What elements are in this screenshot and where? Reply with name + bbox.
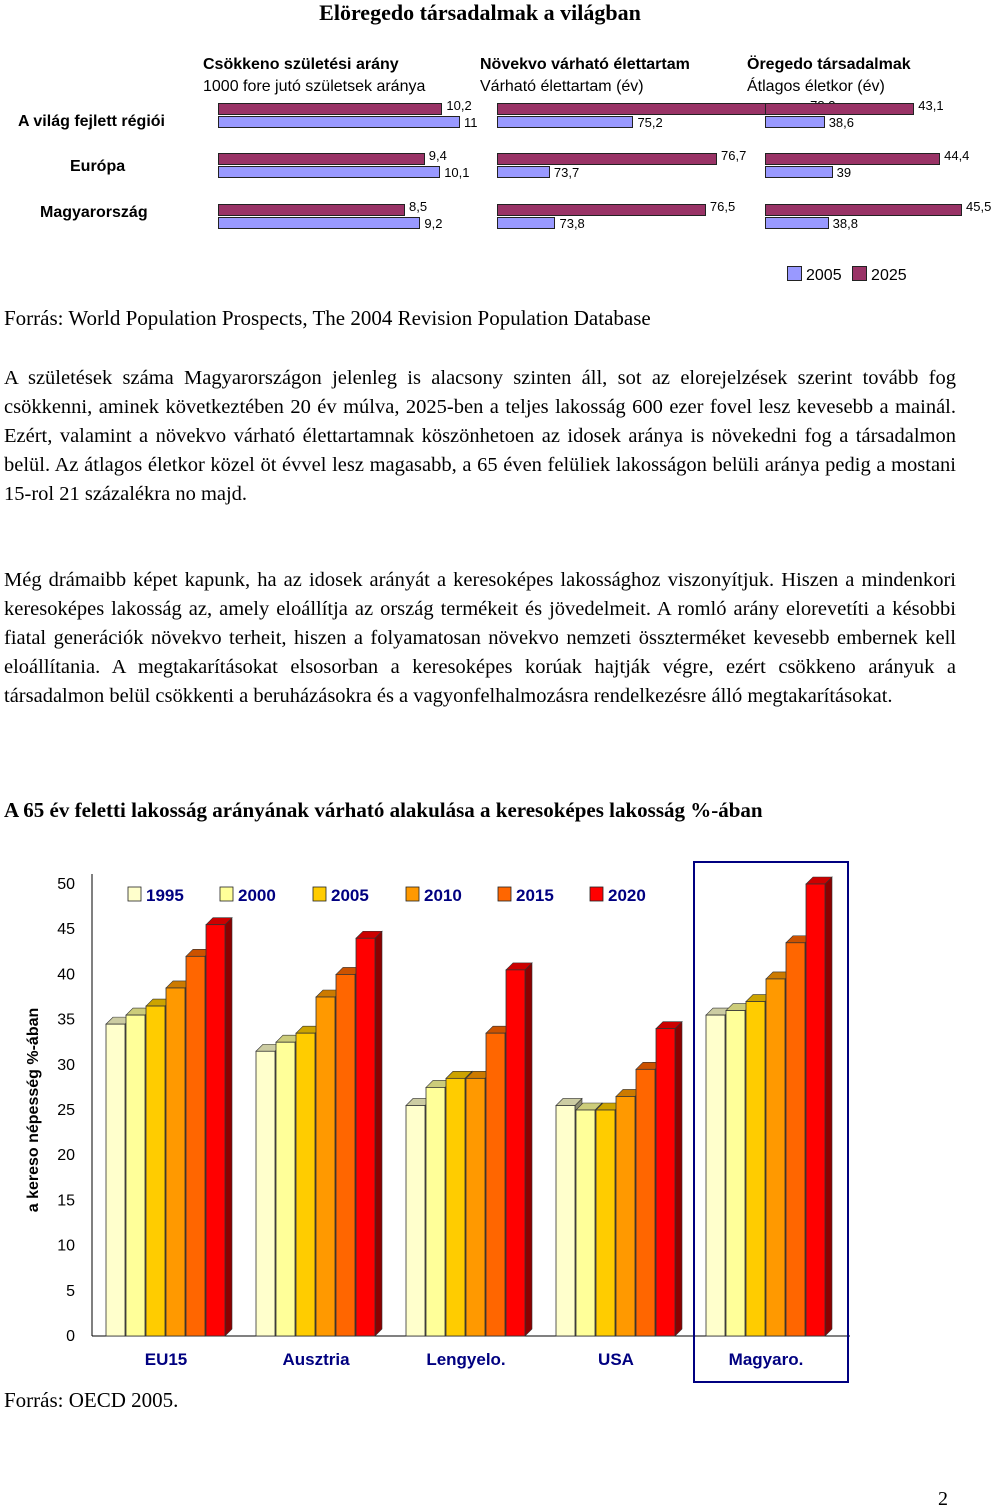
bar-2010-0 [166, 988, 185, 1336]
bar-2005-row0-group1 [497, 116, 633, 128]
value-label-2025-row2-group2: 45,5 [966, 199, 991, 214]
row-label-hungary: Magyarország [40, 204, 148, 221]
value-label-2005-row0-group1: 75,2 [637, 115, 663, 130]
value-label-2005-row0-group0: 11 [464, 115, 478, 130]
bar-2025-row0-group2 [765, 103, 914, 115]
row-label-europe: Európa [70, 158, 126, 175]
x-category-label: Magyaro. [728, 1350, 804, 1369]
value-label-2025-row1-group1: 76,7 [721, 148, 747, 163]
value-label-2005-row2-group1: 73,8 [559, 216, 585, 231]
bar-2010-2 [466, 1078, 485, 1336]
legend-swatch-2015 [498, 887, 511, 901]
paragraph-working-age: Még drámaibb képet kapunk, ha az idosek arányát a keresoképes lakossághoz viszonyítjuk. Hiszen a mindenkori keresoképes lakosság az, amely eloállítja az ország termékeit és jövedelmeit. A romló arány elorevetíti a késobbi fiatal generációk növekvo terheit, hiszen a folyamatosan növekvo nemzeti összterméket kevesebb embernek kell eloállítania. A megtakarításokat elsosorban a keresoképes korúak hajtják végre, ezért csökkeno arányuk a társadalmon belül csökkenti a beruházásokra és a vagyonfelhalmozásra rendelkezésre álló megtakarításokat. [4, 569, 956, 707]
y-tick-label: 20 [57, 1147, 75, 1165]
legend-label-2005: 2005 [331, 886, 369, 905]
y-tick-label: 50 [57, 876, 75, 893]
y-tick-label: 35 [57, 1011, 75, 1029]
source-note-oecd: Forrás: OECD 2005. [4, 1388, 179, 1412]
bar-1995-3 [556, 1105, 575, 1336]
legend-label-2015: 2015 [516, 886, 554, 905]
legend-label-1995: 1995 [146, 886, 184, 905]
paragraph-births: A születések száma Magyarországon jelenleg is alacsony szinten áll, sot az elorejelzések szerint tovább fog csökkenni, aminek következtében 20 év múlva, 2025-ben a teljes lakosság 600 ezer fovel lesz kevesebb a mainál. Ezért, valamint a növekvo várható élettartamnak köszönhetoen az idosek aránya is növekedni fog a társadalmon belül. Az átlagos életkor közel öt évvel lesz magasabb, a 65 éven felüliek lakosságon belüli aránya pedig a mostani 15-rol 21 százalékra no majd. [4, 367, 956, 505]
bar-2010-1 [316, 997, 335, 1336]
bar-2015-0 [186, 956, 205, 1336]
bar-2025-row2-group0 [218, 204, 405, 216]
bar-2005-0 [146, 1006, 165, 1336]
legend-swatch-2025 [852, 266, 867, 281]
y-tick-label: 25 [57, 1102, 75, 1119]
legend-swatch-2005 [787, 266, 802, 281]
value-label-2025-row0-group0: 10,2 [446, 98, 472, 113]
bar-2025-row2-group2 [765, 204, 962, 216]
bar-side [375, 931, 382, 1336]
bar-1995-2 [406, 1105, 425, 1336]
x-category-label: USA [598, 1350, 634, 1369]
bar-2005-row2-group2 [765, 217, 829, 229]
value-label-2005-row1-group1: 73,7 [553, 165, 580, 180]
y-tick-label: 30 [57, 1056, 75, 1074]
bar-side [525, 963, 532, 1336]
bar-1995-1 [256, 1051, 275, 1336]
legend-item-2005 [787, 267, 842, 284]
bar-2000-1 [276, 1042, 295, 1336]
source-note-un: Forrás: World Population Prospects, The 2004 Revision Population Database [4, 306, 651, 330]
group-subheader-birth-rate: 1000 fore jutó születsek aránya [203, 78, 426, 95]
x-category-label: EU15 [144, 1350, 188, 1369]
bar-2005-row1-group0 [218, 166, 440, 178]
value-label-2025-row2-group0: 8,5 [409, 199, 428, 214]
bar-2000-3 [576, 1110, 595, 1336]
legend-swatch-2005 [313, 887, 326, 901]
value-label-2005-row0-group2: 38,6 [828, 115, 854, 130]
legend-swatch-1995 [128, 887, 141, 901]
bar-2020-3 [656, 1029, 675, 1336]
y-tick-label: 15 [57, 1192, 75, 1210]
bar-2005-2 [446, 1078, 465, 1336]
y-tick-label: 45 [57, 921, 75, 939]
bar-2020-4 [806, 884, 825, 1336]
bar-side [225, 918, 232, 1336]
bar-1995-4 [706, 1015, 725, 1336]
legend-label-2020: 2020 [608, 886, 646, 905]
bar-2000-2 [426, 1087, 445, 1336]
value-label-2005-row2-group0: 9,2 [424, 216, 443, 231]
bar-2015-3 [636, 1069, 655, 1336]
bar-2010-4 [766, 979, 785, 1336]
bar-2000-4 [726, 1011, 745, 1336]
bar-2025-row0-group0 [218, 103, 442, 115]
legend-swatch-2000 [220, 887, 233, 901]
y-tick-label: 5 [66, 1282, 75, 1300]
group-subheader-life-expectancy: Várható élettartam (év) [480, 78, 644, 95]
bar-2025-row1-group1 [497, 153, 717, 165]
page-number: 2 [938, 1488, 948, 1510]
bar-2020-1 [356, 938, 375, 1336]
value-label-2005-row1-group2: 39 [836, 165, 852, 180]
y-tick-label: 40 [57, 966, 75, 984]
bar-2010-3 [616, 1096, 635, 1336]
bar-2005-row0-group0 [218, 116, 460, 128]
legend-swatch-2020 [590, 887, 603, 901]
x-category-label: Ausztria [282, 1350, 350, 1369]
y-tick-label: 10 [57, 1237, 75, 1255]
bar-2005-row0-group2 [765, 116, 825, 128]
bar-2005-4 [746, 1002, 765, 1336]
top-chart-legend [787, 266, 917, 288]
bar-2005-row1-group1 [497, 166, 550, 178]
legend-label-2025: 2025 [871, 267, 907, 284]
legend-swatch-2010 [406, 887, 419, 901]
bar-2015-2 [486, 1033, 505, 1336]
bar-2020-2 [506, 970, 525, 1336]
bar-2025-row1-group2 [765, 153, 940, 165]
y-axis-label: a kereso népesség %-ában [25, 1007, 42, 1213]
bar-2005-row2-group1 [497, 217, 555, 229]
value-label-2005-row1-group0: 10,1 [444, 165, 470, 180]
oecd-bar-chart [0, 850, 960, 1390]
bar-2015-4 [786, 943, 805, 1336]
value-label-2025-row1-group2: 44,4 [944, 148, 970, 163]
row-label-developed-regions: A világ fejlett régiói [18, 113, 165, 130]
group-header-life-expectancy: Növekvo várható élettartam [480, 56, 690, 73]
bar-2005-row2-group0 [218, 217, 420, 229]
value-label-2025-row0-group2: 43,1 [918, 98, 944, 113]
page-title: Elöregedo társadalmak a világban [319, 0, 641, 25]
group-subheader-aging: Átlagos életkor (év) [747, 78, 885, 95]
value-label-2025-row2-group1: 76,5 [709, 199, 736, 214]
bar-2025-row2-group1 [497, 204, 706, 216]
bar-2005-3 [596, 1110, 615, 1336]
legend-label-2000: 2000 [238, 886, 276, 905]
bar-2015-1 [336, 974, 355, 1336]
bar-side [675, 1022, 682, 1336]
value-label-2025-row1-group0: 9,4 [428, 148, 447, 163]
legend-item-2025 [852, 267, 907, 284]
legend-label-2005: 2005 [806, 267, 842, 284]
group-header-birth-rate: Csökkeno születési arány [203, 56, 399, 73]
bar-1995-0 [106, 1024, 125, 1336]
oecd-chart-title: A 65 év feletti lakosság arányának várható alakulása a keresoképes lakosság %-ában [4, 798, 763, 822]
bar-2020-0 [206, 925, 225, 1336]
bar-2025-row0-group1 [497, 103, 806, 115]
bar-2025-row1-group0 [218, 153, 425, 165]
group-header-aging: Öregedo társadalmak [747, 56, 911, 73]
bar-2000-0 [126, 1015, 145, 1336]
bar-2005-1 [296, 1033, 315, 1336]
legend-label-2010: 2010 [424, 886, 462, 905]
y-tick-label: 0 [66, 1328, 75, 1345]
bar-2005-row1-group2 [765, 166, 833, 178]
bar-side [825, 877, 832, 1336]
value-label-2005-row2-group2: 38,8 [832, 216, 858, 231]
x-category-label: Lengyelo. [426, 1350, 506, 1369]
